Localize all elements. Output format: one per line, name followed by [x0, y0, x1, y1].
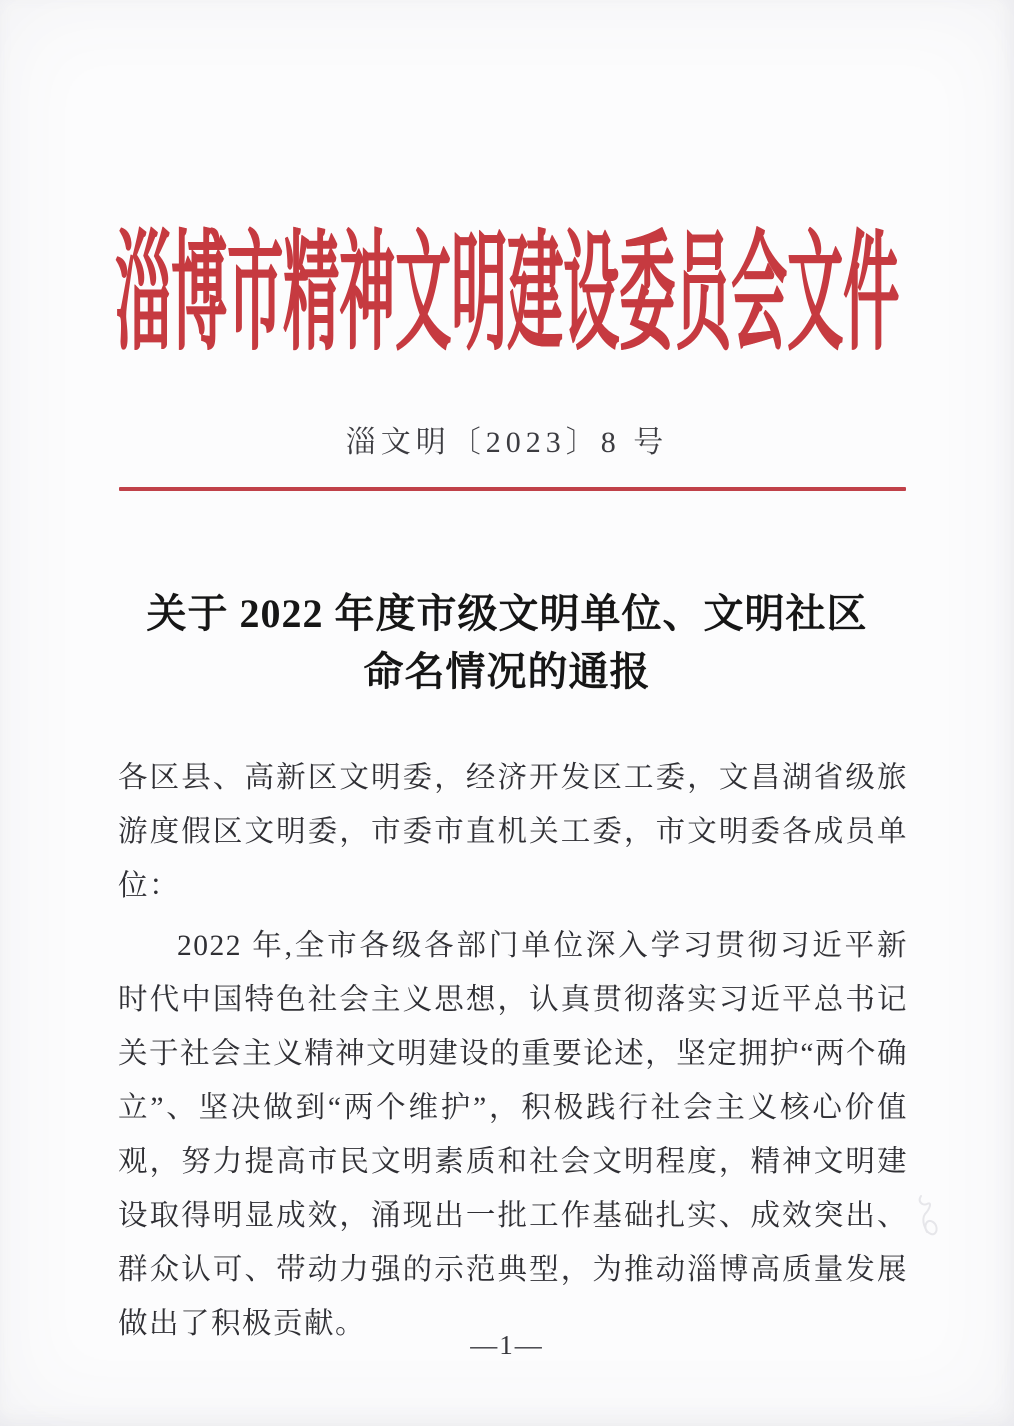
document-body	[118, 751, 908, 1351]
document-number: 淄文明〔2023〕8 号	[345, 426, 669, 459]
red-masthead	[0, 224, 1014, 368]
salutation-paragraph: 各区县、高新区文明委，经济开发区工委，文昌湖省级旅游度假区文明委，市委市直机关工委，市文明委各成员单位：	[118, 762, 908, 902]
masthead-title: 淄博市精神文明建设委员会文件	[115, 224, 899, 368]
page-number: —1—	[470, 1330, 544, 1360]
document-title-line2: 命名情况的通报	[363, 649, 651, 694]
document-title-line1: 关于 2022 年度市级文明单位、文明社区	[146, 591, 868, 636]
scan-smudge-artifact	[903, 1192, 951, 1250]
red-divider-line	[119, 487, 906, 491]
body-paragraph: 2022 年,全市各级各部门单位深入学习贯彻习近平新时代中国特色社会主义思想，认真贯彻落实习近平总书记关于社会主义精神文明建设的重要论述，坚定拥护“两个确立”、坚决做到“两个维护”，积极践行社会主义核心价值观，努力提高市民文明素质和社会文明程度，精神文明建设取得明显成效，涌现出一批工作基础扎实、成效突出、群众认可、带动力强的示范典型，为推动淄博高质量发展做出了积极贡献。	[118, 930, 908, 1340]
document-title	[0, 585, 1014, 701]
